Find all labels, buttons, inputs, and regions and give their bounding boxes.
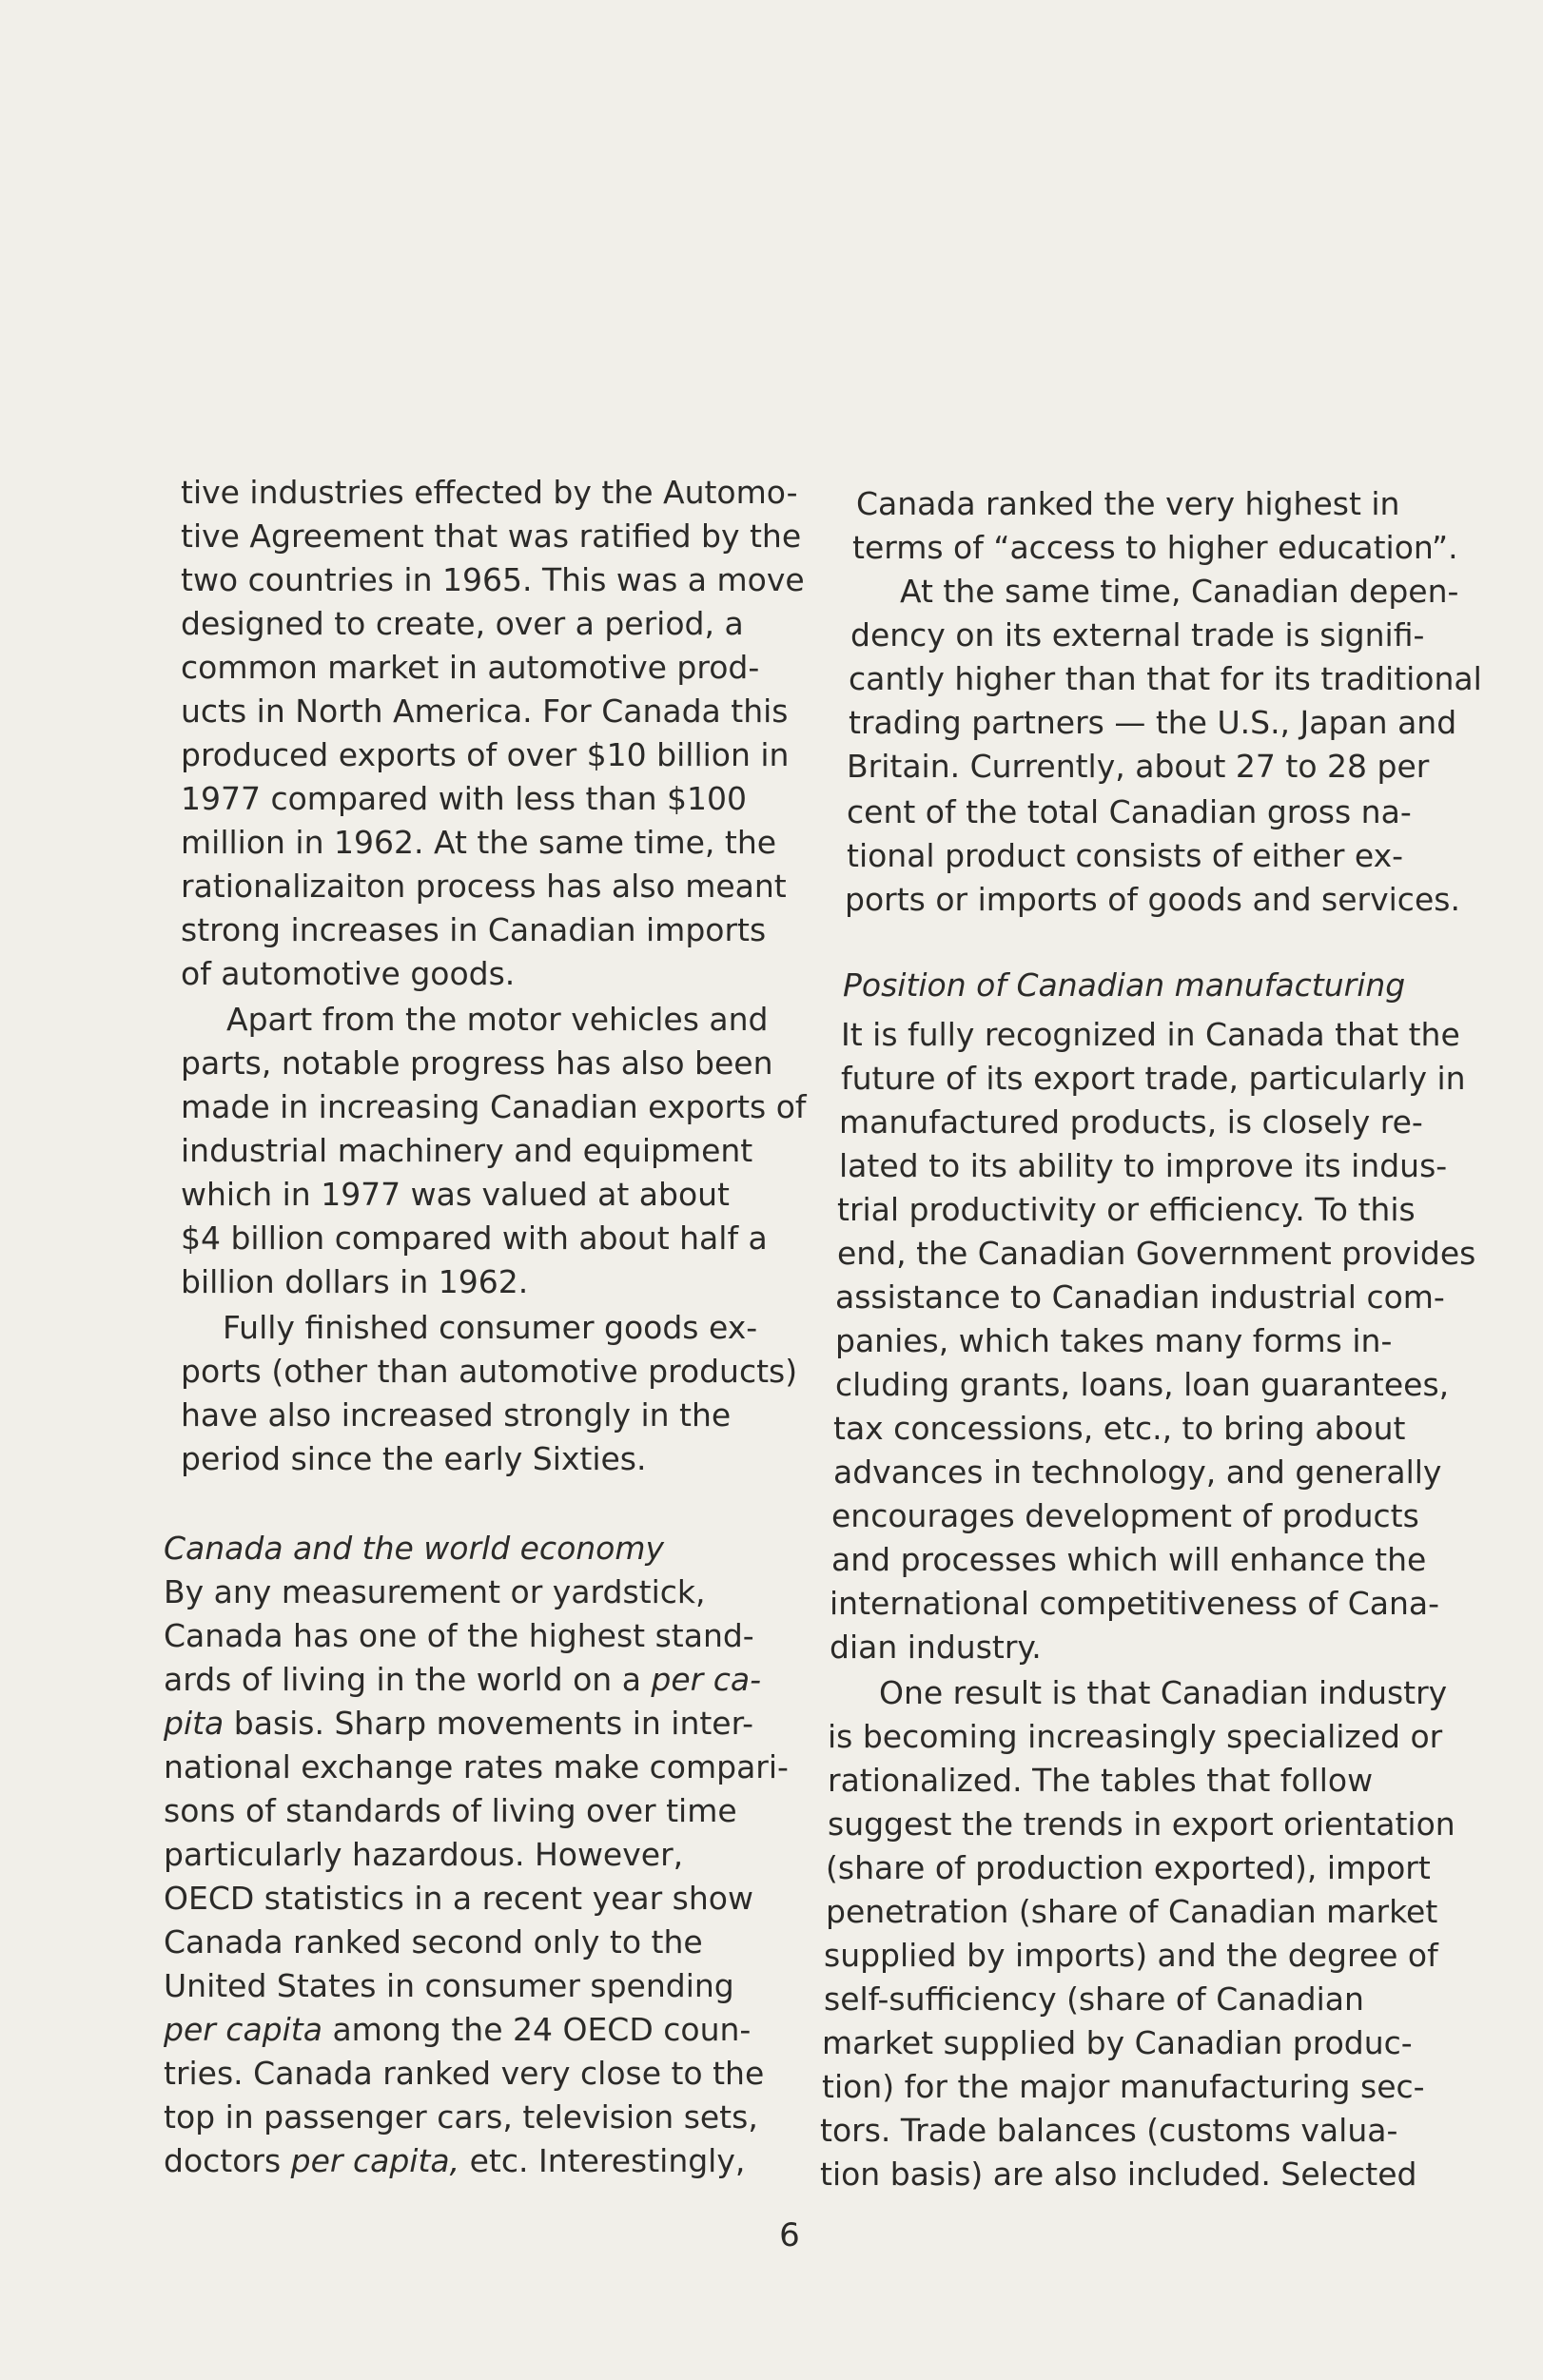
text-line: suggest the trends in export orientation: [828, 1805, 1455, 1843]
text-line: of automotive goods.: [181, 955, 516, 992]
text-line: dian industry.: [830, 1629, 1042, 1666]
text-line: is becoming increasingly specialized or: [828, 1718, 1443, 1755]
text-line: Canada ranked second only to the: [164, 1923, 703, 1961]
text-line: trial productivity or efficiency. To this: [837, 1191, 1416, 1228]
text-line: produced exports of over $10 billion in: [181, 736, 790, 773]
text-line: [164, 1705, 753, 1743]
text-line: 1977 compared with less than $100: [181, 780, 748, 817]
text-line: rationalized. The tables that follow: [828, 1762, 1374, 1799]
italic-run: per capita,: [290, 2142, 460, 2179]
section-heading-world-economy: Canada and the world economy: [164, 1530, 665, 1567]
text-line: international competitiveness of Cana-: [830, 1585, 1440, 1622]
text-run: among the 24 OECD coun-: [322, 2011, 752, 2048]
text-line: top in passenger cars, television sets,: [164, 2098, 758, 2136]
text-line: tax concessions, etc., to bring about: [833, 1410, 1406, 1447]
text-line: Canada ranked the very highest in: [856, 485, 1400, 522]
text-line: Canada has one of the highest stand-: [164, 1617, 754, 1654]
text-line: supplied by imports) and the degree of: [824, 1937, 1438, 1974]
text-line: cantly higher than that for its traditional: [849, 660, 1482, 697]
text-line: future of its export trade, particularly in: [841, 1060, 1466, 1097]
text-line: parts, notable progress has also been: [181, 1044, 773, 1082]
text-line: and processes which will enhance the: [831, 1541, 1427, 1578]
text-line: By any measurement or yardstick,: [164, 1573, 706, 1610]
text-line: assistance to Canadian industrial com-: [835, 1278, 1445, 1316]
text-line: strong increases in Canadian imports: [181, 911, 767, 948]
text-line: ucts in North America. For Canada this: [181, 693, 789, 730]
text-line: OECD statistics in a recent year show: [164, 1880, 753, 1917]
text-line: ports (other than automotive products): [181, 1353, 798, 1390]
text-line: tion) for the major manufacturing sec-: [822, 2068, 1425, 2105]
page-number: 6: [779, 2216, 800, 2254]
text-line: Fully finished consumer goods ex-: [223, 1309, 758, 1346]
text-line: have also increased strongly in the: [181, 1396, 732, 1434]
text-run: ards of living in the world on a: [164, 1661, 652, 1698]
text-line: made in increasing Canadian exports of: [181, 1088, 807, 1125]
italic-run: per capita: [164, 2011, 322, 2048]
text-line: [164, 1661, 761, 1699]
italic-run: per ca-: [651, 1661, 761, 1698]
text-line: tional product consists of either ex-: [847, 837, 1404, 874]
text-line: rationalizaiton process has also meant: [181, 868, 787, 905]
text-line: One result is that Canadian industry: [879, 1674, 1448, 1711]
text-line: market supplied by Canadian produc-: [822, 2024, 1413, 2061]
text-line: Britain. Currently, about 27 to 28 per: [847, 748, 1430, 785]
text-line: two countries in 1965. This was a move: [181, 561, 805, 598]
text-line: billion dollars in 1962.: [181, 1263, 529, 1300]
italic-run: pita: [164, 1705, 225, 1742]
text-line: (share of production exported), import: [826, 1849, 1431, 1886]
text-line: Apart from the motor vehicles and: [226, 1001, 769, 1038]
text-line: United States in consumer spending: [164, 1967, 734, 2004]
text-line: manufactured products, is closely re-: [839, 1103, 1423, 1141]
text-run: etc. Interestingly,: [459, 2142, 746, 2179]
text-line: tries. Canada ranked very close to the: [164, 2055, 765, 2092]
text-line: common market in automotive prod-: [181, 649, 760, 686]
text-line: terms of “access to higher education”.: [852, 529, 1458, 566]
text-run: doctors: [164, 2142, 291, 2179]
text-line: self-sufficiency (share of Canadian: [824, 1980, 1364, 2018]
text-line: designed to create, over a period, a: [181, 605, 744, 642]
text-line: particularly hazardous. However,: [164, 1836, 684, 1873]
text-line: period since the early Sixties.: [181, 1440, 647, 1477]
text-line: [164, 2011, 751, 2049]
text-line: penetration (share of Canadian market: [826, 1893, 1438, 1930]
text-line: ports or imports of goods and services.: [845, 881, 1460, 918]
text-line: tive Agreement that was ratified by the: [181, 517, 802, 555]
text-line: lated to its ability to improve its indus-: [839, 1147, 1448, 1184]
text-line: [164, 2142, 745, 2180]
text-line: panies, which takes many forms in-: [835, 1322, 1393, 1359]
text-line: national exchange rates make compari-: [164, 1748, 789, 1785]
text-line: encourages development of products: [831, 1497, 1419, 1534]
text-line: cluding grants, loans, loan guarantees,: [835, 1366, 1450, 1403]
text-line: cent of the total Canadian gross na-: [847, 793, 1412, 830]
text-line: At the same time, Canadian depen-: [900, 573, 1459, 610]
text-line: trading partners — the U.S., Japan and: [849, 704, 1457, 741]
text-run: basis. Sharp movements in inter-: [224, 1705, 753, 1742]
text-line: advances in technology, and generally: [833, 1453, 1442, 1491]
text-line: sons of standards of living over time: [164, 1792, 737, 1829]
text-line: tive industries effected by the Automo-: [181, 474, 798, 511]
text-line: industrial machinery and equipment: [181, 1132, 753, 1169]
text-line: tors. Trade balances (customs valua-: [820, 2112, 1398, 2149]
text-line: million in 1962. At the same time, the: [181, 824, 777, 861]
section-heading-manufacturing: Position of Canadian manufacturing: [843, 966, 1406, 1004]
text-line: It is fully recognized in Canada that the: [841, 1016, 1460, 1053]
text-line: which in 1977 was valued at about: [181, 1176, 731, 1213]
text-line: end, the Canadian Government provides: [837, 1235, 1476, 1272]
text-line: dency on its external trade is signifi-: [850, 616, 1425, 654]
text-line: $4 billion compared with about half a: [181, 1219, 768, 1257]
text-line: tion basis) are also included. Selected: [820, 2156, 1417, 2193]
